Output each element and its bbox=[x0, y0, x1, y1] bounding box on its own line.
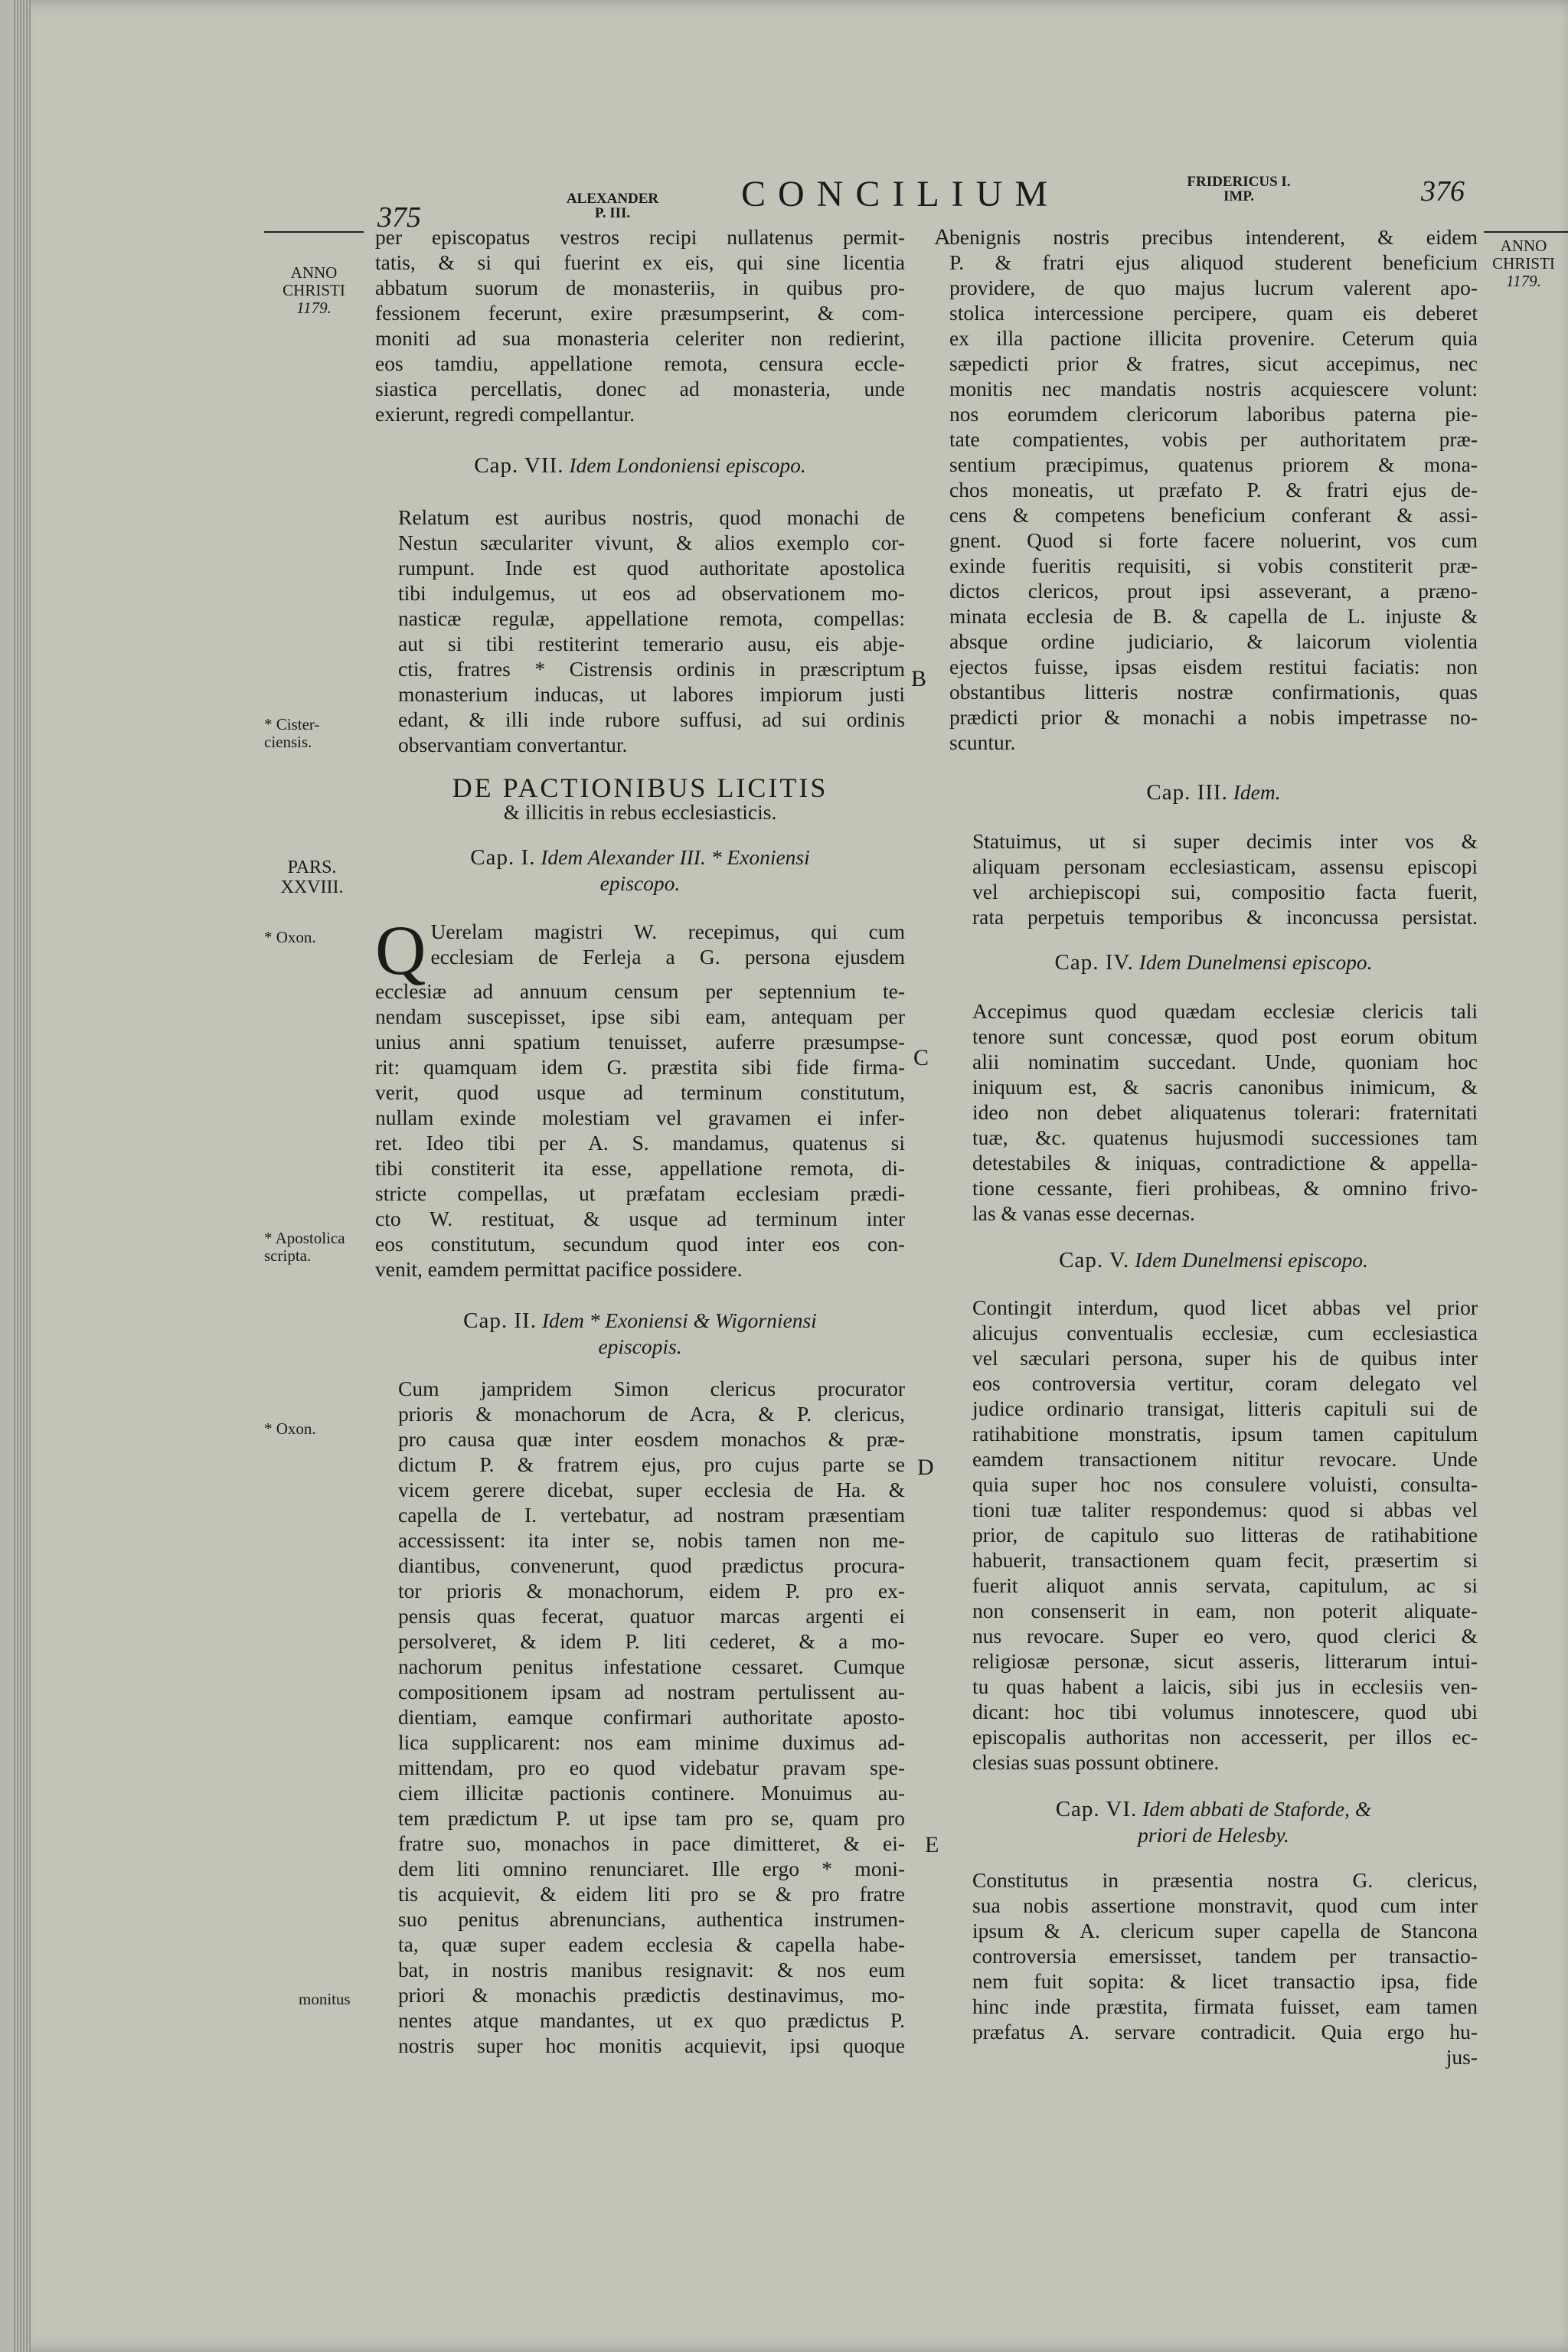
running-title: CONCILIUM bbox=[741, 174, 1060, 214]
text-line: absque ordine judiciario, & laicorum violentia bbox=[949, 629, 1478, 653]
margin-pars bbox=[268, 858, 356, 897]
margin-rule-right bbox=[1484, 231, 1568, 233]
text-line: dem liti omnino renunciaret. Ille ergo * moni- bbox=[398, 1857, 905, 1880]
chapter-number: Cap. V. bbox=[1059, 1248, 1130, 1272]
text-line: nus revocare. Super eo vero, quod clerici & bbox=[972, 1624, 1478, 1648]
text-line: tor prioris & monachorum, eidem P. pro ex- bbox=[398, 1579, 905, 1602]
text-line: P. & fratri ejus aliquod studerent beneficium bbox=[949, 250, 1478, 274]
text-line: prioris & monachorum de Acra, & P. clericus, bbox=[398, 1402, 905, 1426]
chapter-title-continued: episcopis. bbox=[598, 1334, 682, 1358]
text-line: moniti ad sua monasteria celeriter non redierint, bbox=[375, 326, 905, 350]
chapter-heading-2 bbox=[375, 1308, 905, 1334]
chapter-title: Idem Dunelmensi episcopo. bbox=[1135, 1248, 1368, 1272]
text-line: vicem gerere dicebat, super ecclesia de Ha. & bbox=[398, 1478, 905, 1501]
text-line: Constitutus in præsentia nostra G. clericus, bbox=[972, 1868, 1478, 1892]
chapter-title: Idem abbati de Staforde, & bbox=[1142, 1797, 1372, 1821]
chapter-heading-4 bbox=[949, 949, 1478, 975]
chapter-heading-5 bbox=[949, 1247, 1478, 1273]
chapter-title: Idem Londoniensi episcopo. bbox=[569, 453, 806, 477]
page-number-right: 376 bbox=[1421, 175, 1465, 207]
christi-label: CHRISTI bbox=[283, 281, 345, 299]
text-line: ideo non debet aliquatenus tolerari: fraternitati bbox=[972, 1100, 1478, 1124]
text-line: tu quas habent a laicis, sibi jus in ecclesiis ven- bbox=[972, 1674, 1478, 1698]
anno-label: ANNO bbox=[290, 263, 338, 282]
text-line: Uerelam magistri W. recepimus, qui cum bbox=[430, 920, 905, 943]
text-line: fratre suo, monachos in pace dimitteret, & ei- bbox=[398, 1831, 905, 1855]
chapter-6-paragraph bbox=[949, 1867, 1478, 2069]
text-line: hinc inde præstita, firmata fuisset, eam tamen bbox=[972, 1994, 1478, 2018]
margin-note-apostolica bbox=[264, 1230, 345, 1265]
text-line: alii nominatim succedant. Unde, quoniam hoc bbox=[972, 1050, 1478, 1073]
text-line: nachorum penitus infestatione cessaret. Cumque bbox=[398, 1655, 905, 1678]
text-line: capella de I. vertebatur, ad nostram præsentiam bbox=[398, 1503, 905, 1527]
text-line: Accepimus quod quædam ecclesiæ clericis tali bbox=[972, 999, 1478, 1023]
text-line: fessionem fecerunt, exire præsumpserint, & com- bbox=[375, 301, 905, 325]
text-line: pro causa quæ inter eosdem monachos & præ- bbox=[398, 1427, 905, 1451]
text-line: alicujus conventualis ecclesiæ, cum ecclesiastica bbox=[972, 1321, 1478, 1344]
text-line: gnent. Quod si forte facere noluerint, vos cum bbox=[949, 528, 1478, 552]
text-line: abbatum suorum de monasteriis, in quibus pro- bbox=[375, 276, 905, 299]
chapter-5-paragraph bbox=[949, 1295, 1478, 1775]
text-line: nullam exinde molestiam vel gravamen ei infer- bbox=[375, 1106, 905, 1129]
text-line: tem prædictum P. ut ipse tam pro se, quam pro bbox=[398, 1806, 905, 1830]
pars-number: XXVIII. bbox=[280, 877, 344, 897]
text-line: accessissent: ita inter se, nobis tamen non me- bbox=[398, 1528, 905, 1552]
year-label: 1179. bbox=[296, 299, 332, 317]
text-line: per episcopatus vestros recipi nullatenus permit- bbox=[375, 225, 905, 249]
chapter-2-paragraph bbox=[375, 1376, 905, 2058]
text-line: dicant: hoc tibi volumus innotescere, quod ubi bbox=[972, 1700, 1478, 1723]
margin-note-monitus: monitus bbox=[299, 1990, 351, 2008]
text-line: eamdem transactionem nititur revocare. Unde bbox=[972, 1447, 1478, 1471]
chapter-title-continued: episcopo. bbox=[599, 871, 681, 895]
text-line: dictos clericos, prout ipsi asseverant, a præno- bbox=[949, 579, 1478, 603]
text-line: suo penitus abrenuncians, authentica instrumen- bbox=[398, 1907, 905, 1931]
text-line: rata perpetuis temporibus & inconcussa persistat. bbox=[972, 905, 1478, 929]
book-gutter-edge bbox=[14, 0, 31, 2352]
text-line: scuntur. bbox=[949, 730, 1016, 754]
text-line: detestabiles & iniquas, contradictione & appella- bbox=[972, 1151, 1478, 1174]
text-line: tibi indulgemus, ut eos ad observationem mo- bbox=[398, 581, 905, 605]
text-line: bat, in nostris manibus resignavit: & nos eum bbox=[398, 1958, 905, 1981]
chapter-number: Cap. II. bbox=[463, 1308, 537, 1333]
section-subtitle: & illicitis in rebus ecclesiasticis. bbox=[503, 800, 777, 824]
text-line: exinde fueritis requisiti, si vobis constiterit præ- bbox=[949, 554, 1478, 577]
text-line: ejectos fuisse, ipsas eisdem restitui faciatis: non bbox=[949, 655, 1478, 678]
text-line: prior, de capitulo suo litteras de ratihabitione bbox=[972, 1523, 1478, 1547]
text-line: Relatum est auribus nostris, quod monachi de bbox=[398, 505, 905, 529]
text-line: ecclesiam de Ferleja a G. persona ejusdem bbox=[430, 945, 905, 969]
text-line: clesias suas possunt obtinere. bbox=[972, 1750, 1220, 1774]
note-line: scripta. bbox=[264, 1246, 312, 1265]
text-line: vel sæculari persona, super his de quibus inter bbox=[972, 1346, 1478, 1370]
text-line: sentium præcipimus, quatenus priorem & mona- bbox=[949, 452, 1478, 476]
text-line: præfatus A. servare contradicit. Quia ergo hu- bbox=[972, 2020, 1478, 2043]
right-intro-paragraph bbox=[949, 224, 1478, 755]
text-line: nem fuit sopita: & licet transactio ipsa, fide bbox=[972, 1969, 1478, 1993]
chapter-number: Cap. VI. bbox=[1055, 1797, 1138, 1821]
text-line: episcopalis authoritas non accesserit, per illos ec- bbox=[972, 1725, 1478, 1749]
text-line: monitis nec mandatis nostris acquiescere volunt: bbox=[949, 377, 1478, 400]
text-line: nostris super hoc monitis acquievit, ipsi quoque bbox=[398, 2034, 905, 2057]
text-line: nasticæ regulæ, appellatione remota, compellas: bbox=[398, 606, 905, 630]
text-line: tenore sunt concessæ, quod post eorum obitum bbox=[972, 1024, 1478, 1048]
chapter-1-paragraph bbox=[375, 911, 905, 1282]
catchword: jus- bbox=[1446, 2045, 1478, 2069]
note-line: * Apostolica bbox=[264, 1229, 345, 1247]
text-line: aliquam personam ecclesiasticam, assensu episcopi bbox=[972, 854, 1478, 878]
text-line: ex illa pactione illicita provenire. Ceterum quia bbox=[949, 326, 1478, 350]
section-letter-e: E bbox=[925, 1832, 939, 1857]
chapter-number: Cap. VII. bbox=[474, 453, 564, 478]
note-line: * Cister- bbox=[264, 715, 320, 733]
text-line: ctis, fratres * Cistrensis ordinis in præscriptum bbox=[398, 657, 905, 681]
text-line: vel archiepiscopi sui, compositio facta fuerit, bbox=[972, 880, 1478, 903]
text-line: edant, & illi inde rubore suffusi, ad sui ordinis bbox=[398, 707, 905, 731]
text-line: aut si tibi restiterint temerario ausu, eis abje- bbox=[398, 632, 905, 655]
text-line: tioni tuæ taliter respondemus: quod si abbas vel bbox=[972, 1498, 1478, 1521]
text-line: diantibus, convenerunt, quod prædictus procura- bbox=[398, 1553, 905, 1577]
text-line: cens & competens beneficium conferant & assi- bbox=[949, 503, 1478, 527]
running-head-right-bottom: IMP. bbox=[1223, 188, 1254, 204]
text-line: nendam suscepisset, ipse sibi eam, antequam per bbox=[375, 1004, 905, 1028]
text-line: Statuimus, ut si super decimis inter vos & bbox=[972, 829, 1478, 853]
text-line: religiosæ personæ, sicut asseris, litterarum intui- bbox=[972, 1649, 1478, 1673]
chapter-title: Idem Dunelmensi episcopo. bbox=[1138, 950, 1373, 974]
text-line: controversia emersisset, tandem per transactio- bbox=[972, 1944, 1478, 1968]
text-line: lica supplicarent: nos eam minime duximus ad- bbox=[398, 1730, 905, 1754]
section-title: DE PACTIONIBUS LICITIS bbox=[452, 773, 828, 803]
chapter-heading-6 bbox=[949, 1796, 1478, 1822]
text-line: eos tamdiu, appellatione remota, censura eccle- bbox=[375, 351, 905, 375]
running-head-left-top: ALEXANDER bbox=[566, 191, 659, 207]
running-head-right-top: FRIDERICUS I. bbox=[1187, 174, 1291, 190]
text-line: obstantibus litteris nostræ confirmationis, quas bbox=[949, 680, 1478, 704]
text-line: compositionem ipsam ad nostram pertulissent au- bbox=[398, 1680, 905, 1704]
text-line: Cum jampridem Simon clericus procurator bbox=[398, 1377, 905, 1400]
text-line: chos moneatis, ut præfato P. & fratri ejus de- bbox=[949, 478, 1478, 501]
chapter-number: Cap. III. bbox=[1146, 780, 1228, 805]
chapter-3-paragraph bbox=[949, 828, 1478, 929]
margin-rule-left bbox=[264, 231, 364, 233]
chapter-title-continued: priori de Helesby. bbox=[1138, 1823, 1289, 1847]
text-line: tis acquievit, & eidem liti pro se & pro fratre bbox=[398, 1882, 905, 1906]
text-line: unius anni spatium tenuisset, auferre præsumpse- bbox=[375, 1030, 905, 1054]
text-line: Nestun sæculariter vivunt, & alios exemplo cor- bbox=[398, 531, 905, 554]
chapter-heading-3 bbox=[949, 779, 1478, 805]
text-line: dientiam, eamque confirmari authoritate aposto- bbox=[398, 1705, 905, 1729]
text-line: dictum P. & fratrem ejus, pro cujus parte se bbox=[398, 1452, 905, 1476]
text-line: stricte compellas, ut præfatam ecclesiam prædi- bbox=[375, 1181, 905, 1205]
chapter-title: Idem * Exoniensi & Wigorniensi bbox=[541, 1308, 817, 1332]
chapter-number: Cap. I. bbox=[470, 845, 536, 870]
chapter-heading-1 bbox=[375, 844, 905, 871]
text-line: eos controversia vertitur, coram delegato vel bbox=[972, 1371, 1478, 1395]
chapter-number: Cap. IV. bbox=[1054, 950, 1134, 975]
text-line: siastica percellatis, donec ad monasteria, unde bbox=[375, 377, 905, 400]
text-line: nos eorumdem clericorum laboribus paterna pie- bbox=[949, 402, 1478, 426]
running-head-left bbox=[544, 191, 681, 220]
text-line: providere, de quo majus lucrum valerent apo- bbox=[949, 276, 1478, 299]
year-label: 1179. bbox=[1506, 272, 1541, 290]
chapter-title: Idem. bbox=[1233, 780, 1281, 804]
text-line: persolveret, & idem P. liti cederet, & a mo- bbox=[398, 1629, 905, 1653]
text-line: prædicti prior & monachi a nobis impetrasse no- bbox=[949, 705, 1478, 729]
running-head-right bbox=[1162, 175, 1315, 204]
chapter-title: Idem Alexander III. * Exoniensi bbox=[541, 845, 810, 869]
running-head-left-bottom: P. III. bbox=[594, 205, 631, 221]
text-line: verit, quod usque ad terminum constitutum, bbox=[375, 1080, 905, 1104]
text-line: habuerit, transactionem quam fecit, præsertim si bbox=[972, 1548, 1478, 1572]
text-line: ecclesiæ ad annuum censum per septennium te- bbox=[375, 979, 905, 1003]
margin-anno-right bbox=[1481, 237, 1566, 290]
note-line: ciensis. bbox=[264, 733, 312, 751]
text-line: judice ordinario transigat, litteris capituli sui de bbox=[972, 1396, 1478, 1420]
text-line: benignis nostris precibus intenderent, & eidem bbox=[949, 225, 1478, 249]
text-line: tate compatientes, vobis per authoritatem præ- bbox=[949, 427, 1478, 451]
section-letter-d: D bbox=[917, 1455, 934, 1480]
left-column bbox=[375, 224, 905, 2058]
text-line: venit, eamdem permittat pacifice possidere. bbox=[375, 1257, 743, 1281]
text-line: observantiam convertantur. bbox=[398, 733, 628, 756]
text-line: ratihabitione monstratis, ipsum tamen capitulum bbox=[972, 1422, 1478, 1446]
chapter-4-paragraph bbox=[949, 998, 1478, 1226]
text-line: quia super hoc nos consulere voluisti, consulta- bbox=[972, 1472, 1478, 1496]
text-line: monasterium inducas, ut labores impiorum justi bbox=[398, 682, 905, 706]
text-line: nentes atque mandantes, ut ex quo prædictus P. bbox=[398, 2008, 905, 2032]
text-line: pensis quas fecerat, quatuor marcas argenti ei bbox=[398, 1604, 905, 1628]
section-letter-a: A bbox=[934, 224, 951, 250]
text-line: ciem illicitæ pactionis continere. Monuimus au- bbox=[398, 1781, 905, 1805]
section-letter-b: B bbox=[911, 666, 927, 691]
text-line: priori & monachis prædictis destinavimus, mo- bbox=[398, 1983, 905, 2007]
text-line: non consenserit in eam, non poterit aliquate- bbox=[972, 1599, 1478, 1622]
text-line: cto W. restituat, & usque ad terminum inter bbox=[375, 1207, 905, 1230]
margin-note-oxon-2: * Oxon. bbox=[264, 1419, 316, 1438]
text-line: iniquum est, & sacris canonibus inimicum, & bbox=[972, 1075, 1478, 1099]
section-letter-c: C bbox=[913, 1045, 929, 1070]
pars-label: PARS. bbox=[287, 858, 337, 877]
text-line: mittendam, pro eo quod videbatur pravam spe- bbox=[398, 1756, 905, 1779]
christi-label: CHRISTI bbox=[1492, 254, 1555, 273]
text-line: las & vanas esse decernas. bbox=[972, 1201, 1195, 1225]
text-line: sua nobis assertione monstravit, quod cum inter bbox=[972, 1893, 1478, 1917]
text-line: stolica intercessione percipere, quam eis deberet bbox=[949, 301, 1478, 325]
text-line: ipsum & A. clericum super capella de Stancona bbox=[972, 1919, 1478, 1942]
margin-anno-left bbox=[272, 264, 356, 317]
text-line: fuerit aliquot annis servata, capitulum, ac si bbox=[972, 1573, 1478, 1597]
text-line: rumpunt. Inde est quod authoritate apostolica bbox=[398, 556, 905, 580]
chapter-heading-7 bbox=[375, 452, 905, 479]
text-line: tatis, & si qui fuerint ex eis, qui sine licentia bbox=[375, 250, 905, 274]
text-line: ta, quæ super eadem ecclesia & capella habe- bbox=[398, 1932, 905, 1956]
left-intro-paragraph bbox=[375, 224, 905, 426]
chapter-7-paragraph bbox=[375, 505, 905, 757]
text-line: ret. Ideo tibi per A. S. mandamus, quatenus si bbox=[375, 1131, 905, 1155]
text-line: sæpedicti prior & fratres, sicut accepimus, nec bbox=[949, 351, 1478, 375]
page-number-left: 375 bbox=[377, 201, 421, 234]
text-line: Contingit interdum, quod licet abbas vel prior bbox=[972, 1295, 1478, 1319]
text-line: rit: quamquam idem G. præstita sibi fide firma- bbox=[375, 1055, 905, 1079]
text-line: tione cessante, fieri prohibeas, & omnino frivo- bbox=[972, 1176, 1478, 1200]
text-line: tuæ, &c. quatenus hujusmodi successiones tam bbox=[972, 1125, 1478, 1149]
right-column bbox=[949, 224, 1478, 2069]
text-line: minata ecclesia de B. & capella de L. injuste & bbox=[949, 604, 1478, 628]
text-line: eos constitutum, secundum quod inter eos con- bbox=[375, 1232, 905, 1256]
drop-cap: Q bbox=[375, 911, 426, 989]
margin-note-oxon-1: * Oxon. bbox=[264, 928, 316, 946]
anno-label: ANNO bbox=[1500, 237, 1547, 255]
text-line: exierunt, regredi compellantur. bbox=[375, 402, 635, 426]
text-line: tibi constiterit ita esse, appellatione remota, di- bbox=[375, 1156, 905, 1180]
margin-note-cistercien bbox=[264, 716, 320, 751]
